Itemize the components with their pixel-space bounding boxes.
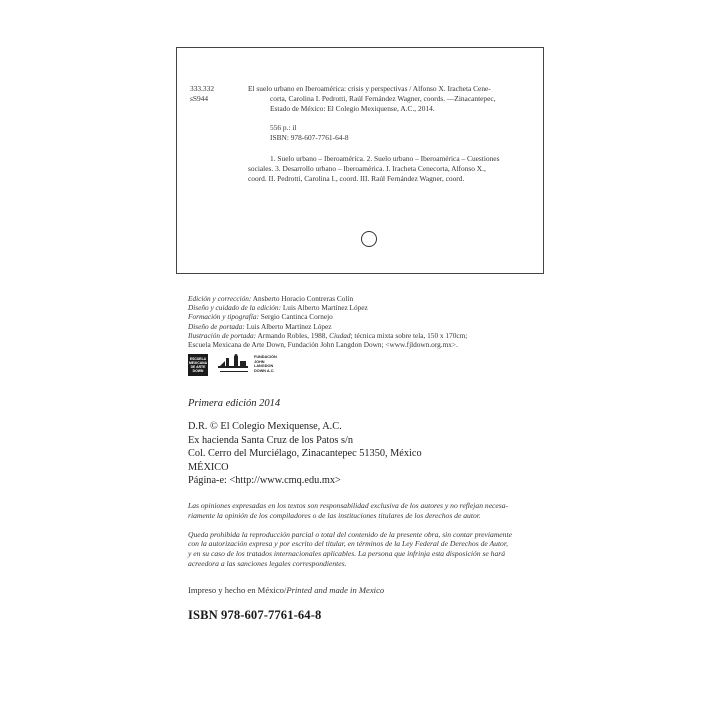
- address-line: MÉXICO: [188, 461, 229, 473]
- address-line: Col. Cerro del Murciélago, Zinacantepec 51350, México: [188, 448, 422, 459]
- edition: Primera edición 2014: [188, 398, 281, 409]
- subject-line: 1. Suelo urbano – Iberoamérica. 2. Suelo urbano – Iberoamérica – Cuestiones: [270, 154, 500, 163]
- disclaimer: Las opiniones expresadas en los textos son responsabilidad exclusiva de los autores y no reflejan necesa- riamente la opinión de los compiladores o de las instituciones titulares de los derechos de autor.: [188, 501, 509, 520]
- catalog-entry: [248, 84, 533, 184]
- catalog-card: [176, 47, 544, 274]
- subject-line: sociales. 3. Desarrollo urbano – Iberoamérica. I. Iracheta Cenecorta, Alfonso X.,: [248, 164, 486, 173]
- credit-line: Diseño de portada: Luis Alberto Martínez López: [188, 321, 332, 331]
- catalog-line: corta, Carolina I. Pedrotti, Raúl Fernández Wagner, coords. —Zinacantepec,: [270, 94, 496, 103]
- address-line: Ex hacienda Santa Cruz de los Patos s/n: [188, 434, 354, 446]
- printed-in: Impreso y hecho en México/Printed and made in Mexico: [188, 585, 385, 595]
- subject-line: coord. II. Pedrotti, Carolina I., coord. III. Raúl Fernández Wagner, coord.: [248, 174, 465, 183]
- card-hole: [361, 231, 377, 247]
- credit-line: Edición y corrección: Ansberto Horacio Contreras Colín: [188, 294, 354, 303]
- foundation-emblem-icon: [216, 354, 252, 376]
- publisher-address: [188, 420, 422, 488]
- isbn: ISBN 978-607-7761-64-8: [188, 608, 322, 622]
- call-number: 333.332 sS944: [190, 84, 215, 103]
- physical-description: 556 p.: il: [270, 123, 297, 132]
- credit-line: Ilustración de portada: Armando Robles, 1988, Ciudad; técnica mixta sobre tela, 150 x 170cm;: [188, 330, 468, 340]
- address-line: D.R. © El Colegio Mexiquense, A.C.: [188, 421, 342, 432]
- legal-notice: [188, 501, 540, 569]
- credit-line: Diseño y cuidado de la edición: Luis Alberto Martínez López: [188, 303, 368, 313]
- credit-line: Escuela Mexicana de Arte Down, Fundación John Langdon Down; <www.fjldown.org.mx>.: [188, 340, 458, 350]
- school-logo: ESCUELA MEXICANA DE ARTE DOWN: [188, 354, 208, 376]
- catalog-line: El suelo urbano en Iberoamérica: crisis y perspectivas / Alfonso X. Iracheta Cene-: [248, 84, 491, 93]
- credit-line: Formación y tipografía: Sergio Cantinca Cornejo: [188, 312, 333, 322]
- card-isbn: ISBN: 978-607-7761-64-8: [270, 133, 349, 142]
- copyright-notice: Queda prohibida la reproducción parcial o total del contenido de la presente obra, sin contar previamente con la autorización expresa y por escrito del titular, en términos de la Ley Federal de Derechos de Autor, y en su caso de los tratados internacionales aplicables. La persona que infrinja esta disposición se hará acreedora a las sanciones legales correspondientes.: [188, 529, 512, 568]
- logos: [188, 354, 277, 376]
- catalog-line: Estado de México: El Colegio Mexiquense, A.C., 2014.: [270, 104, 435, 113]
- address-line: Página-e: <http://www.cmq.edu.mx>: [188, 475, 341, 486]
- credits: [188, 294, 608, 349]
- foundation-logo: FUNDACIÓN JOHN LANGDON DOWN A.C.: [216, 354, 277, 376]
